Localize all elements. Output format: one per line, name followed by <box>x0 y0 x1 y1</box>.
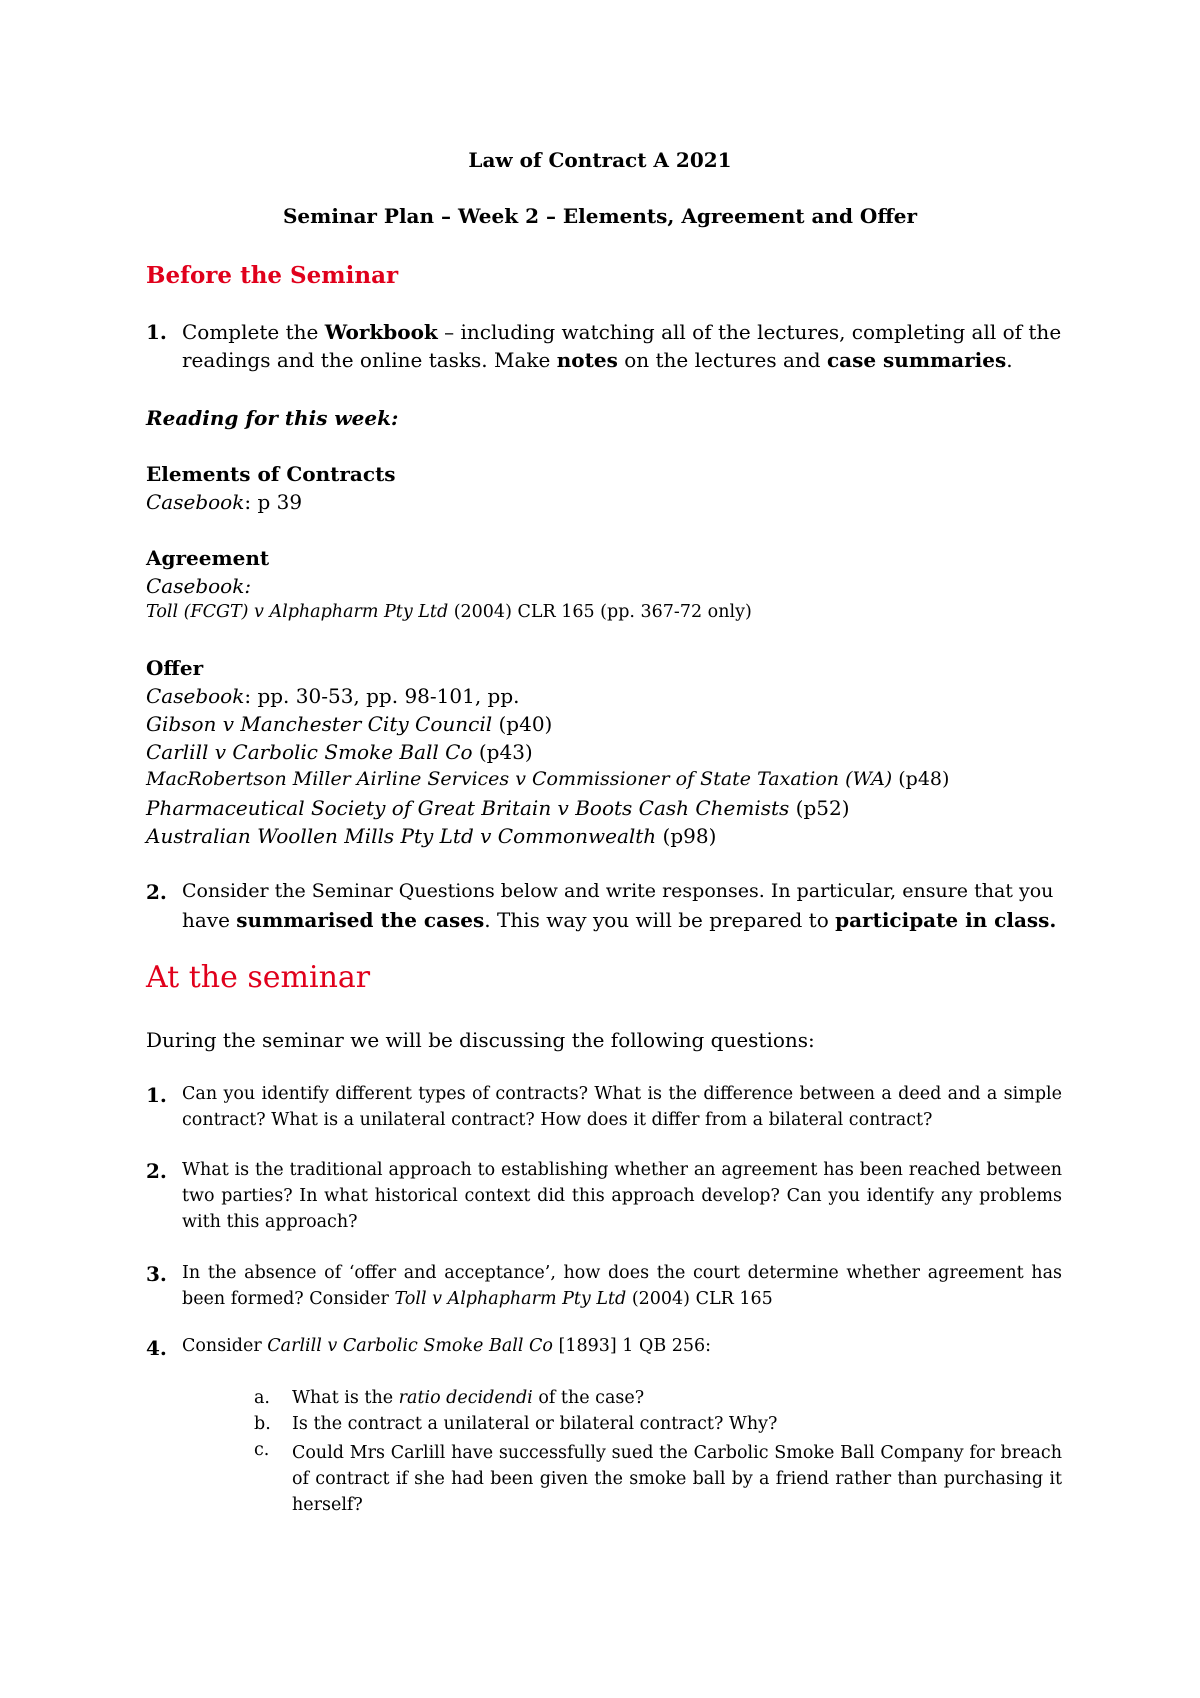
reading-heading-agreement: Agreement <box>146 546 270 570</box>
question-text: What is the traditional approach to establishing whether an agreement has been reached between two parties? In what historical context did this approach develop? Can you identify any problems with this approach? <box>182 1160 1062 1232</box>
list-item-text: have summarised the cases. This way you will be prepared to participate in class. <box>182 908 1057 932</box>
list-item-text: readings and the online tasks. Make notes on the lectures and case summaries. <box>182 348 1013 372</box>
sub-item-text: Is the contract a unilateral or bilateral contract? Why? <box>292 1414 778 1434</box>
list-item-text: Consider the Seminar Questions below and write responses. In particular, ensure that you <box>182 880 1054 902</box>
sub-item-letter: c. <box>254 1440 270 1460</box>
document-subtitle: Seminar Plan – Week 2 – Elements, Agreement and Offer <box>282 204 917 228</box>
question-number: 2. <box>146 1159 167 1183</box>
list-number: 1. <box>146 320 167 344</box>
question-number: 3. <box>146 1262 167 1286</box>
question-text: Can you identify different types of contracts? What is the difference between a deed and a simple contract? What is a unilateral contract? How does it differ from a bilateral contract? <box>182 1084 1062 1130</box>
sub-item-text: Could Mrs Carlill have successfully sued the Carbolic Smoke Ball Company for breach of contract if she had been given the smoke ball by a friend rather than purchasing it herself? <box>292 1443 1062 1515</box>
reading-case: Australian Woollen Mills Pty Ltd v Commonwealth (p98) <box>146 824 717 848</box>
reading-case: MacRobertson Miller Airline Services v Commissioner of State Taxation (WA) (p48) <box>146 768 950 790</box>
reading-label: Reading for this week: <box>146 406 399 430</box>
sub-item-text: What is the ratio decidendi of the case? <box>292 1388 645 1408</box>
sub-item-letter: a. <box>254 1388 270 1408</box>
sub-item-letter: b. <box>254 1414 271 1434</box>
reading-heading-offer: Offer <box>146 656 204 680</box>
list-number: 2. <box>146 880 167 904</box>
question-number: 1. <box>146 1083 167 1107</box>
section-intro: During the seminar we will be discussing the following questions: <box>146 1028 815 1052</box>
reading-line: Casebook: p 39 <box>146 490 303 514</box>
section-heading-at: At the seminar <box>146 960 371 995</box>
reading-line: Casebook: <box>146 574 252 598</box>
question-text: Consider Carlill v Carbolic Smoke Ball Co [1893] 1 QB 256: <box>182 1336 712 1356</box>
reading-case: Pharmaceutical Society of Great Britain v Boots Cash Chemists (p52) <box>146 796 850 820</box>
question-text: In the absence of ‘offer and acceptance’, how does the court determine whether agreement has been formed? Consider Toll v Alphapharm Pty Ltd (2004) CLR 165 <box>182 1263 1062 1309</box>
document-title: Law of Contract A 2021 <box>468 148 732 172</box>
section-heading-before: Before the Seminar <box>146 262 399 289</box>
reading-case: Carlill v Carbolic Smoke Ball Co (p43) <box>146 740 533 764</box>
question-number: 4. <box>146 1336 167 1360</box>
reading-line: Casebook: pp. 30-53, pp. 98-101, pp. <box>146 684 520 708</box>
reading-heading-elements: Elements of Contracts <box>146 462 396 486</box>
reading-case: Toll (FCGT) v Alphapharm Pty Ltd (2004) CLR 165 (pp. 367-72 only) <box>146 602 752 622</box>
list-item-text: Complete the Workbook – including watching all of the lectures, completing all of the <box>182 320 1062 344</box>
reading-case: Gibson v Manchester City Council (p40) <box>146 712 553 736</box>
